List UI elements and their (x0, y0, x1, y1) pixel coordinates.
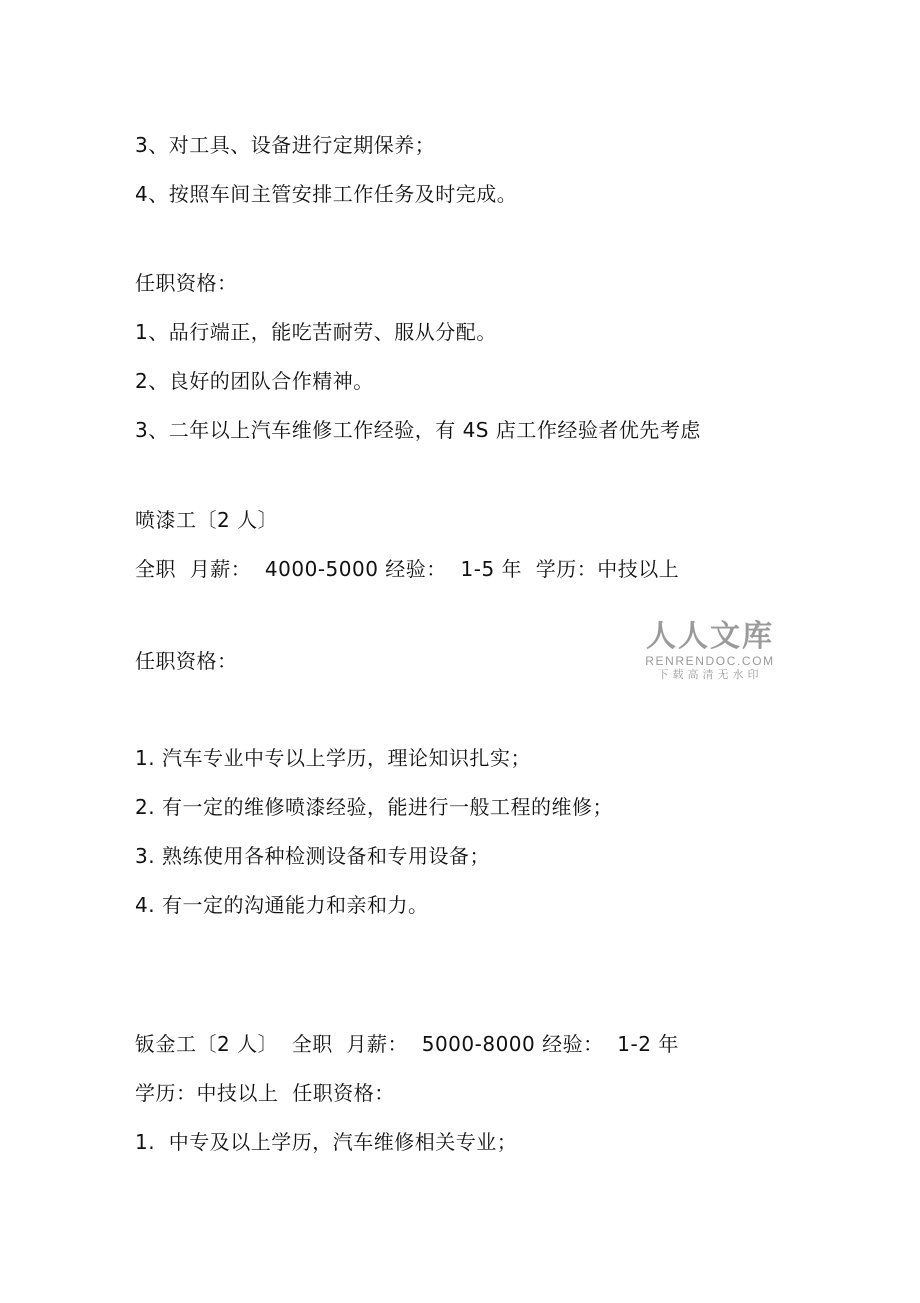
watermark-domain: RENRENDOC.COM (645, 654, 775, 668)
painter-qualification-3: 3. 熟练使用各种检测设备和专用设备； (135, 844, 490, 868)
painter-qualification-1: 1. 汽车专业中专以上学历，理论知识扎实； (135, 746, 531, 770)
duty-item-3: 3、对工具、设备进行定期保养； (135, 133, 436, 157)
qualification-item-2: 2、良好的团队合作精神。 (135, 369, 374, 393)
job-title-sheet-metal: 钣金工〔2 人〕 全职 月薪： 5000-8000 经验： 1-2 年 (135, 1032, 679, 1056)
qualification-item-3: 3、二年以上汽车维修工作经验，有 4S 店工作经验者优先考虑 (135, 418, 701, 442)
sheet-metal-qualification-1: 1. 中专及以上学历，汽车维修相关专业； (135, 1130, 518, 1154)
qualification-item-1: 1、品行端正，能吃苦耐劳、服从分配。 (135, 320, 497, 344)
watermark-tagline: 下载高清无水印 (657, 668, 763, 681)
job-summary-sheet-metal: 学历：中技以上 任职资格： (135, 1081, 395, 1105)
watermark-logo-text: 人人文库 (646, 619, 774, 654)
job-summary-painter: 全职 月薪： 4000-5000 经验： 1-5 年 学历：中技以上 (135, 557, 680, 581)
section-heading-qualifications: 任职资格： (135, 271, 238, 295)
job-title-painter: 喷漆工〔2 人〕 (135, 508, 279, 532)
duty-item-4: 4、按照车间主管安排工作任务及时完成。 (135, 182, 518, 206)
section-heading-qualifications-painter: 任职资格： (135, 649, 238, 673)
watermark-logo (645, 620, 775, 682)
painter-qualification-4: 4. 有一定的沟通能力和亲和力。 (135, 893, 429, 917)
painter-qualification-2: 2. 有一定的维修喷漆经验，能进行一般工程的维修； (135, 795, 613, 819)
